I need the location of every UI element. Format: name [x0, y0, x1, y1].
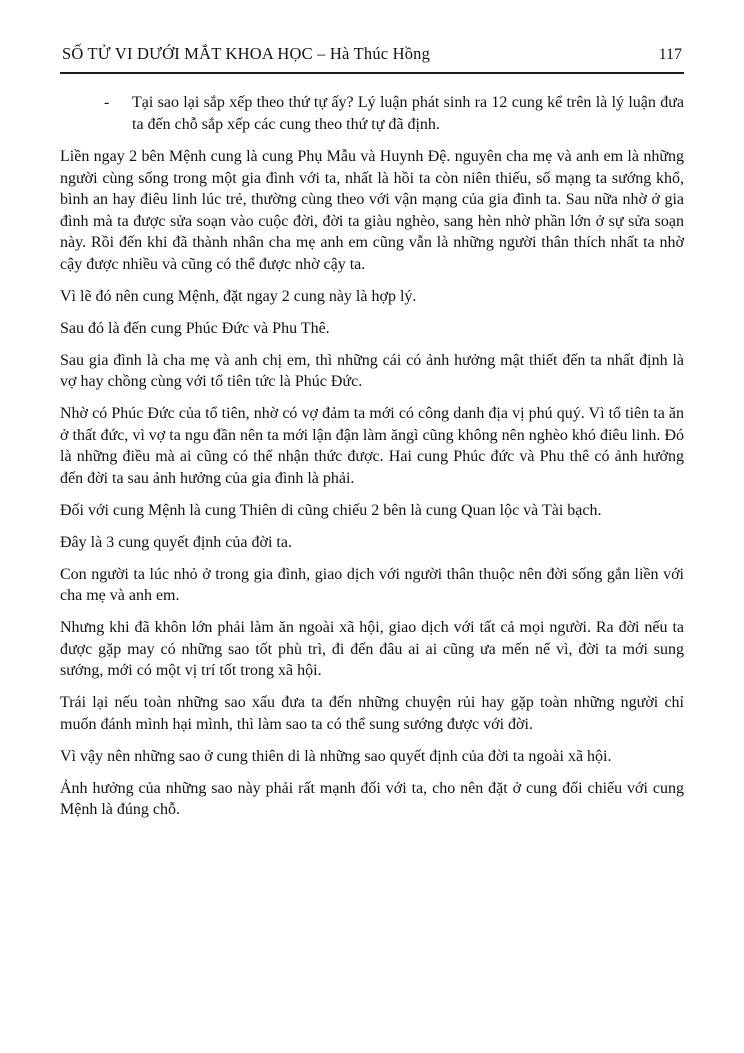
paragraph: Sau đó là đến cung Phúc Đức và Phu Thê.: [60, 319, 330, 337]
page-number: 117: [658, 46, 682, 63]
paragraph: Vì lẽ đó nên cung Mệnh, đặt ngay 2 cung này là hợp lý.: [60, 287, 417, 305]
paragraph: Trái lại nếu toàn những sao xấu đưa ta đến những chuyện rủi hay gặp toàn những người chỉ muốn đánh mình hại mình, thì làm sao ta có thể sung sướng được với đời.: [60, 694, 684, 733]
paragraph: Con người ta lúc nhỏ ở trong gia đình, giao dịch với người thân thuộc nên đời sống gắn liền với cha mẹ và anh em.: [60, 565, 684, 604]
paragraph: Vì vậy nên những sao ở cung thiên di là những sao quyết định của đời ta ngoài xã hội.: [60, 747, 612, 765]
bullet-text: Tại sao lại sắp xếp theo thứ tự ấy? Lý luận phát sinh ra 12 cung kể trên là lý luận đưa ta đến chỗ sắp xếp các cung theo thứ tự đã định.: [132, 94, 684, 133]
page-header: [60, 44, 684, 74]
paragraph: Liền ngay 2 bên Mệnh cung là cung Phụ Mẫu và Huynh Đệ. nguyên cha mẹ và anh em là những người cùng sống trong một gia đình với ta, nhất là hồi ta còn niên thiếu, số mạng ta sướng khổ, bình an hay điêu linh lúc trẻ, thường cùng theo với vận mạng của gia đình ta. Sau nữa nhờ ở gia đình mà ta được sửa soạn vào cuộc đời, đời ta giàu nghèo, sang hèn nhờ phần lớn ở sự sửa soạn này. Rồi đến khi đã thành nhân cha mẹ anh em cũng vẫn là những người thân thích nhất ta nhờ cậy được nhiều và cũng có thể được nhờ cậy ta.: [60, 148, 684, 273]
body-text: [60, 146, 684, 821]
paragraph: Ảnh hưởng của những sao này phải rất mạnh đối với ta, cho nên đặt ở cung đối chiếu với cung Mệnh là đúng chỗ.: [60, 779, 684, 818]
bullet-item: [104, 92, 684, 135]
paragraph: Đối với cung Mệnh là cung Thiên di cũng chiếu 2 bên là cung Quan lộc và Tài bạch.: [60, 501, 602, 519]
paragraph: Sau gia đình là cha mẹ và anh chị em, thì những cái có ảnh hưởng mật thiết đến ta nhất định là vợ hay chồng cùng với tổ tiên tức là Phúc Đức.: [60, 351, 684, 390]
paragraph: Nhờ có Phúc Đức của tổ tiên, nhờ có vợ đảm ta mới có công danh địa vị phú quý. Vì tổ tiên ta ăn ở thất đức, vì vợ ta ngu đần nên ta mới lận đận làm ăngì cũng không nên nghèo khó điêu linh. Đó là những điều mà ai cũng có thể nhận thức được. Hai cung Phúc đức và Phu thê có ảnh hưởng đến đời ta sau ảnh hưởng của gia đình là phải.: [60, 405, 684, 487]
running-title: SỐ TỬ VI DƯỚI MẮT KHOA HỌC – Hà Thúc Hồng: [62, 44, 431, 63]
bullet-marker: -: [104, 94, 110, 111]
paragraph: Nhưng khi đã khôn lớn phải làm ăn ngoài xã hội, giao dịch với tất cả mọi người. Ra đời nếu ta được gặp may có những sao tốt phù trì, đi đến đâu ai ai cũng ưa mến nể vì, đời ta mới sung sướng, mới có một vị trí tốt trong xã hội.: [60, 619, 684, 679]
paragraph: Đây là 3 cung quyết định của đời ta.: [60, 533, 292, 551]
